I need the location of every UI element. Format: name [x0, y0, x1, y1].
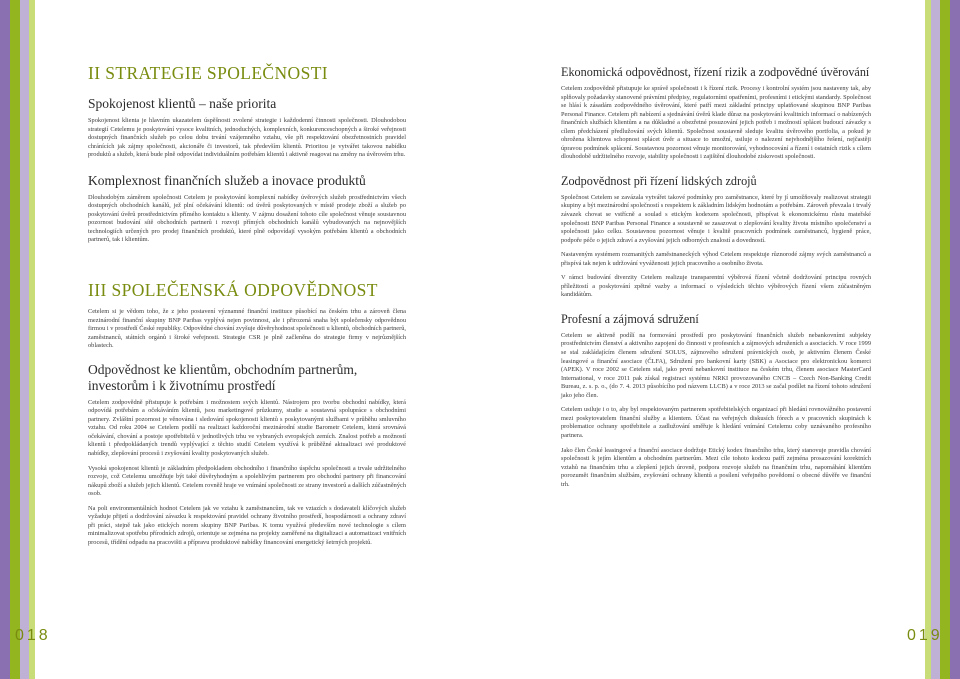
- associations-heading: Profesní a zájmová sdružení: [561, 311, 699, 326]
- customer-satisfaction-text: Spokojenost klienta je hlavním ukazatelem úspěšnosti zvolené strategie i každodenní činnosti společnosti. Dlouhodobou strategií Cetelemu je poskytování vysoce kvalitních, jednoduchých, komplexních, konkurenceschopných a široké veřejnosti dostupných finančních služeb po celou dobu trvání vzájemného vztahu, vše při respektování obezřetnostních pravidel chránících jak zájmy společnosti, akcionáře či investorů, tak především klientů. Prioritou je vytvářet takovou nabídku produktů a služeb, která bude plně odpovídat individuálním potřebám klientů i aktivně reagovat na změny na úvěrovém trhu.: [88, 117, 406, 159]
- right-page: [480, 0, 960, 679]
- responsibility-heading: Odpovědnost ke klientům, obchodním partnerům, investorům i k životnímu prostředí: [88, 361, 358, 393]
- page-number-left: 018: [15, 627, 51, 644]
- environment-text: Na poli environmentálních hodnot Cetelem jak ve vztahu k zaměstnancům, tak ve vztazích s dodavateli klíčových služeb vyžaduje přijetí a dodržování závazku k respektování pravidel ochrany životního prostředí, hospodárnosti a ochrany zdraví při práci, stejně tak jako etických norem skupiny BNP Paribas. K tomu využívá především nové technologie s cílem minimalizovat spotřebu přírodních zdrojů, orientuje se zejména na projekty zaměřené na digitalizaci a automatizaci vnitřních procesů, třídění odpadu na pracovišti a přípravu produktové nabídky financování energetický šetrných projektů.: [88, 504, 406, 546]
- economic-responsibility-heading: Ekonomická odpovědnost, řízení rizik a zodpovědné úvěrování: [561, 65, 870, 79]
- complex-services-heading: Komplexnost finančních služeb a inovace produktů: [88, 172, 366, 188]
- responsibility-text-2: Vysoká spokojenost klientů je základním předpokladem obchodního i finančního úspěchu společnosti a trvale udržitelného rozvoje, což Cetelemu umožňuje být také důvěryhodným a spolehlivým partnerem pro obchodní partnery při financování nákupů zboží a služeb jejich klientů. Cetelem rovněž hraje ve vnímání společnosti ze strany investorů a dalších zúčastněných osob.: [88, 464, 406, 498]
- right-column: [561, 65, 871, 489]
- hr-text-2: Nastaveným systémem rozmanitých zaměstnaneckých výhod Cetelem respektuje různorodé zájmy svých zaměstnanců a přispívá tak nejen k udržování vyváženosti jejich pracovního a osobního života.: [561, 251, 871, 267]
- csr-intro-text: Cetelem si je vědom toho, že z jeho postavení významné finanční instituce působící na českém trhu a zároveň člena mezinárodní finanční skupiny BNP Paribas vyplývá nejen povinnost, ale i přirozená snaha být společensky odpovědnou firmou i v prostředí České republiky. Odpovědné chování zvyšuje důvěryhodnost společnosti u klientů, obchodních partnerů, zaměstnanců, státních orgánů i široké veřejnosti. Strategie CSR je plně začleněna do strategie firmy v nejrůznějších oblastech.: [88, 308, 406, 350]
- hr-text-3: V rámci budování diverzity Cetelem realizuje transparentní výběrová řízení včetně dodržování principu rovných příležitostí a poskytování zpětné vazby a informací o výsledcích těchto výběrových řízení všem zúčastněným kandidátům.: [561, 274, 871, 299]
- complex-services-text: Dlouhodobým záměrem společnosti Cetelem je poskytování komplexní nabídky úvěrových služeb prostřednictvím všech dostupných obchodních kanálů, jež plní očekávání klientů: od úvěrů poskytovaných v místě prodeje zboží a služeb po poskytování úvěrů prostřednictvím přímého kontaktu s klienty. V zájmu dosažení tohoto cíle společnost věnuje soustavnou pozornost budování sítě obchodních partnerů i rozvoji přímých obchodních kanálů vybudovaných na nejnovějších technologiích určených pro prodej finančních produktů, které plně odpovídají vysokým potřebám klientů a obchodních partnerů, tak i klientům.: [88, 193, 406, 244]
- customer-satisfaction-heading: Spokojenost klientů – naše priorita: [88, 96, 277, 111]
- hr-text-1: Společnost Cetelem se zavázala vytvářet takové podmínky pro zaměstnance, které by jí umožňovaly realizovat strategii skupiny a být mezinárodní společností s respektem k základním lidským hodnotám a potřebám. Zároveň převzala i trvalý závazek chovat se vstřícně a soulad s etickým kodexem společnosti, přispívat k ekonomickému růstu mateřské společnosti BNP Paribas Personal Finance a soustavně se zasazovat o zlepšování kvality života místního společenství a společnosti jako celku. Soustavnou pozornost věnuje i kvalitě pracovních podmínek zaměstnanců, hygieně práce, podpoře péče o jejich zdraví a zvyšování jejich odborných znalostí a dovedností.: [561, 193, 871, 244]
- economic-responsibility-text: Cetelem zodpovědně přistupuje ke správě společnosti i k řízení rizik. Procesy i kontrolní systém jsou nastaveny tak, aby splňovaly požadavky stanovené právními předpisy, regulatorními opatřeními, profesními i etickými standardy. Společnost se hlásí k zásadám zodpovědného úvěrování, které patří mezi základní principy uplatňované skupinou BNP Paribas Personal Finance. Cetelem při nabízení a sjednávání úvěrů klade důraz na poskytování kvalitních informací o nabízených finančních službách klientům a na důkladné a obezřetné posuzování jejich potřeb i možností splácet budoucí závazky s cílem předcházení předlužování svých klientů. Společnost soustavně sleduje kvalitu úvěrového portfolia, a pokud je ohrožena klientova schopnost splácet úvěr a situace to umožní, usiluje o nalezení nejvhodnějšího řešení, nejčastěji úpravou podmínek splácení. Soustavnou pozornost věnuje monitorování, vyhodnocování a řízení i ostatních rizik s cílem dlouhodobě udržitelného rozvoje, stability společnosti i zajištění dlouhodobé ziskovosti společnosti.: [561, 85, 871, 161]
- responsibility-text-1: Cetelem zodpovědně přistupuje k potřebám i možnostem svých klientů. Nástrojem pro tvorbu obchodní nabídky, která odpovídá potřebám a očekáváním klientů, jsou marketingové průzkumy, studie a soustavná spolupráce s obchodními partnery. Zvláštní pozornost je věnována i sledování spokojenosti klientů s poskytovanými službami v průběhu smluvního vztahu. Od roku 2004 se Cetelem podílí na realizaci každoroční mezinárodní studie Barometr Cetelem, která srovnává očekávání, chování a postoje spotřebitelů v jednotlivých trhu ve vybraných evropských zemích. Znalost potřeb a možností klientů i předpokládaných trendů vyplývající z těchto studií Cetelem využívá k průběžné aktualizaci své produktové nabídky, zlepšování procesů i zvyšování kvality poskytovaných služeb.: [88, 398, 406, 458]
- associations-text-3: Jako člen České leasingové a finanční asociace dodržuje Etický kodex finančního trhu, který stanovuje pravidla chování společnosti k jejím klientům a obchodním partnerům. Mezi cíle tohoto kodexu patří zejména prosazování korektních vztahů na finančním trhu a zlepšení jejich úrovně, podpora rozvoje služeb na finančním trhu, napomáhání klientům porozumět finančním službám, zvyšování ochrany klientů a posílení veřejného povědomí o obecné důvěře ve finanční trh.: [561, 446, 871, 488]
- associations-text-2: Cetelem usiluje i o to, aby byl respektovaným partnerem spotřebitelských organizací při hledání rovnovážného postavení mezi poskytovatelem finanční služby a klientem. Účast na veřejných diskusích fórech a v pracovních skupinách k problematice ochrany spotřebitele a zadlužování směřuje k hledání vnímání Cetelemu coby uznávaného profesního partnera.: [561, 406, 871, 439]
- section-2-title: II STRATEGIE SPOLEČNOSTI: [88, 63, 329, 83]
- page-number-right: 019: [907, 627, 943, 644]
- left-column: [88, 62, 406, 548]
- associations-text-1: Cetelem se aktivně podílí na formování prostředí pro poskytování finančních služeb nebankovními subjekty prostřednictvím členství a aktivního zapojení do činnosti v profesních a zájmových sdruženích a asociacích. V roce 1999 se stal zakládajícím členem sdružení SOLUS, zájmového sdružení právnických osob, je aktivním členem České leasingové a finanční asociace (ČLFA), Sdružení pro bankovní karty (SBK) a Asociace pro elektronickou komerci (APEK). V roce 2002 se Cetelem stal, jako první nebankovní instituce na českém trhu, členem asociace MasterCard International, v roce 2011 pak získal registraci systému NRKI provozovaného CNCB – Czech Non-Banking Credit Bureau, z. s. p. o., (do 7. 4. 2013 působícího pod názvem LLCB) a v roce 2013 se začal podílet na řízení tohoto sdružení jako jeho člen.: [561, 331, 871, 399]
- hr-heading: Zodpovědnost při řízení lidských zdrojů: [561, 173, 757, 188]
- section-3-title: III SPOLEČENSKÁ ODPOVĚDNOST: [88, 280, 378, 301]
